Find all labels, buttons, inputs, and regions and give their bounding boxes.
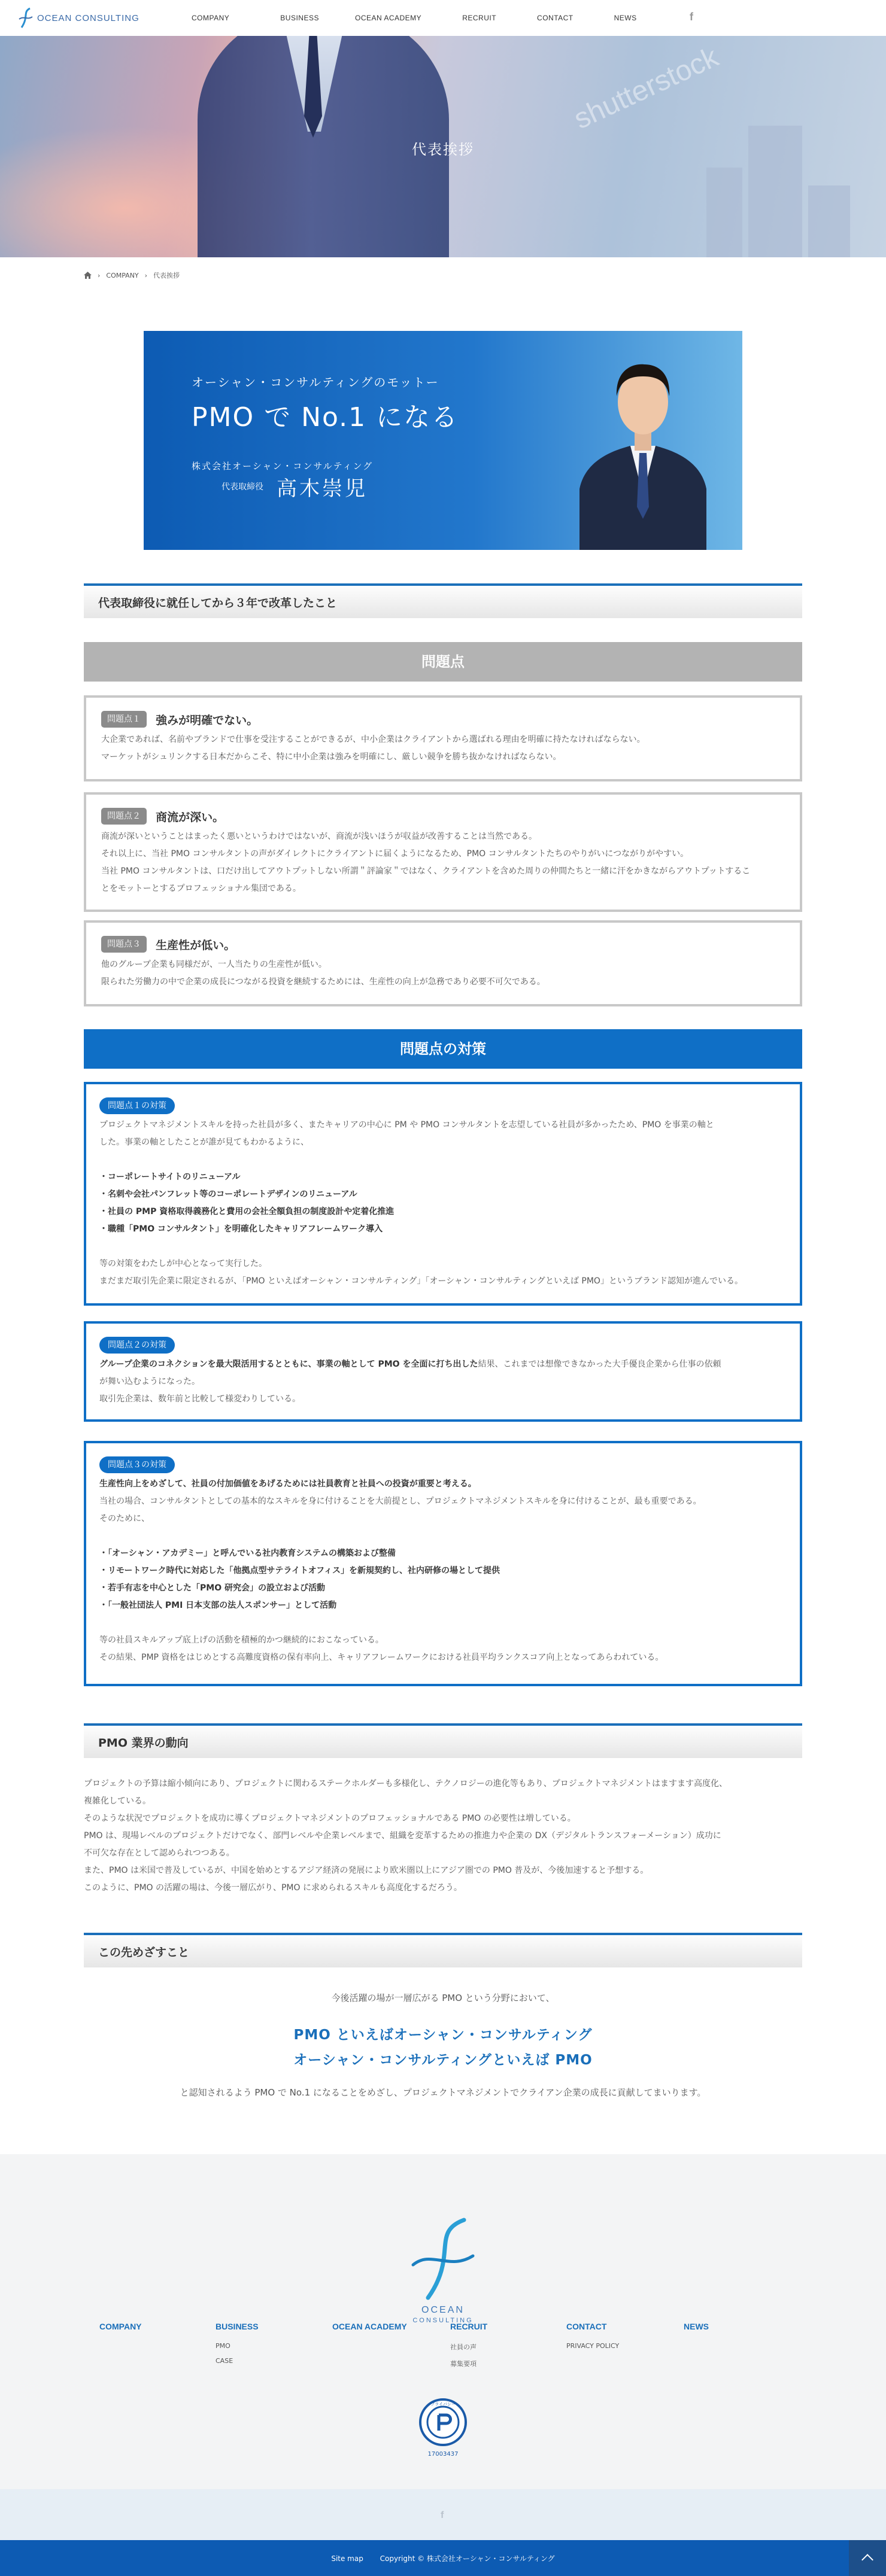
problem-box-3 [84,920,802,1006]
footer-col-title[interactable]: BUSINESS [216,2322,259,2331]
site-logo[interactable] [18,7,139,29]
footer-link-voice[interactable]: 社員の声 [450,2343,477,2351]
hero-building [706,168,742,257]
measure-bullet: ・社員の PMP 資格取得義務化と費用の会社全額負担の制度設計や定着化推進 [99,1207,395,1216]
footer-link-privacy[interactable]: PRIVACY POLICY [566,2342,620,2350]
future-tail: と認知されるよう PMO で No.1 になることをめざし、プロジェクトマネジメントでクライアン企業の成長に貢献してまいります。 [180,2087,706,2098]
nav-ocean-academy[interactable]: OCEAN ACADEMY [354,14,422,22]
motto-role: 代表取締役 [222,482,263,492]
footer-copy [0,2553,886,2563]
back-to-top-button[interactable] [849,2540,886,2576]
trend-text [84,1775,802,1897]
footer-col-title[interactable]: NEWS [684,2322,709,2331]
main-nav [192,0,637,36]
future-slogan-1: PMO といえばオーシャン・コンサルティング [293,2027,593,2043]
motto-name: 高木崇児 [277,477,368,501]
logo-text: OCEAN CONSULTING [37,13,139,23]
footer-col-ocean-academy [332,2322,407,2331]
section-title: PMO 業界の動向 [98,1736,189,1750]
site-header [0,0,886,36]
measure-text: まだまだ取引先企業に限定されるが、「PMO といえばオーシャン・コンサルティング」「オーシャン・コンサルティングといえば PMO」というブランド認知が進んでいる。 [99,1276,743,1286]
measures-band: 問題点の対策 [84,1029,802,1069]
measure-text: 等の社員スキルアップ底上げの活動を積極的かつ継続的におこなっている。 [99,1635,384,1645]
measure-box-2 [84,1321,802,1422]
section-header [84,583,802,618]
measure-text: が舞い込むようになった。 [99,1377,200,1386]
measure-text: した。事業の軸としたことが誰が見てもわかるように、 [99,1138,309,1147]
measure-bullet: ・名刺や会社パンフレット等のコーポレートデザインのリニューアル [99,1190,357,1199]
chevron-right-icon: › [98,271,101,279]
trend-line: 不可欠な存在として認められつつある。 [84,1848,235,1858]
problems-band: 問題点 [84,642,802,682]
home-icon[interactable] [84,272,92,279]
footer-col-title[interactable]: OCEAN ACADEMY [332,2322,407,2331]
problem-tag: 問題点２ [101,808,147,825]
measure-bullet: ・リモートワーク時代に対応した「他拠点型サテライトオフィス」を新規契約し、社内研修の場として提供 [99,1566,500,1576]
chevron-right-icon: › [144,271,148,279]
trend-line: 複雑化している。 [84,1796,151,1806]
footer-col-title[interactable]: COMPANY [99,2322,142,2331]
problem-text: 他のグループ企業も同様だが、一人当たりの生産性が低い。 [101,960,327,969]
copyright-text: Copyright © 株式会社オーシャン・コンサルティング [380,2554,555,2563]
measure-text: その結果、PMP 資格をはじめとする高難度資格の保有率向上、キャリアフレームワークにおける社員平均ランクスコア向上となってあらわれている。 [99,1653,664,1662]
nav-business[interactable]: BUSINESS [280,14,319,22]
footer-col-company [99,2322,142,2331]
section-title: この先めざすこと [98,1946,190,1959]
measure-text: プロジェクトマネジメントスキルを持った社員が多く、またキャリアの中心に PM や PMO コンサルタントを志望している社員が多かったため、PMO を事業の軸と [99,1120,714,1130]
problem-text: マーケットがシュリンクする日本だからこそ、特に中小企業は強みを明確にし、厳しい競争を勝ち抜かなければならない。 [101,752,562,762]
motto-subtitle: オーシャン・コンサルティングのモットー [192,375,439,390]
trend-line: このように、PMO の活躍の場は、今後一層広がり、PMO に求められるスキルも高度化するだろう。 [84,1883,462,1893]
measure-bullet: ・「一般社団法人 PMI 日本支部の法人スポンサー」として活動 [99,1601,337,1610]
privacy-mark-icon[interactable] [416,2397,470,2459]
privacy-mark-number: 17003437 [427,2451,459,2458]
problem-box-1 [84,695,802,781]
footer-logo-line2: CONSULTING [412,2317,474,2324]
problem-tag: 問題点３ [101,936,147,953]
section-header [84,1723,802,1758]
problem-title: 商流が深い。 [156,810,224,824]
section-title: 代表取締役に就任してから３年で改革したこと [98,597,338,610]
measure-text: 取引先企業は、数年前と比較して様変わりしている。 [99,1394,301,1404]
problem-text: 当社 PMO コンサルタントは、口だけ出してアウトプットしない所謂＂評論家＂ではなく、クライアントを含めた周りの仲間たちと一緒に汗をかきながらアウトプットするこ [101,866,751,876]
measure-bullet: ・コーポレートサイトのリニューアル [99,1172,241,1182]
measure-box-3 [84,1441,802,1686]
footer-col-title[interactable]: CONTACT [566,2322,607,2331]
footer-col-contact [566,2322,619,2350]
trend-line: PMO は、現場レベルのプロジェクトだけでなく、部門レベルや企業レベルまで、組織を変革するための推進力や企業の DX（デジタルトランスフォーメーション）成功に [84,1831,721,1841]
measure-text-rest: 結果、これまでは想像できなかった大手優良企業から仕事の依頼 [478,1360,721,1369]
measure-tag: 問題点１の対策 [99,1097,175,1114]
measure-text: 当社の場合、コンサルタントとしての基本的なスキルを身に付けることを大前提とし、プロジェクトマネジメントスキルを身に付けることが、最も重要である。 [99,1497,702,1506]
problem-box-2 [84,792,802,912]
footer-col-news [684,2322,709,2331]
footer-col-business [216,2322,259,2365]
sitemap-link[interactable]: Site map [331,2554,363,2563]
measure-bullet: ・「オーシャン・アカデミー」と呼んでいる社内教育システムの構築および整備 [99,1549,396,1558]
measure-tag: 問題点３の対策 [99,1456,175,1473]
measure-text [99,1356,787,1373]
footer-logo-line1: OCEAN [421,2305,465,2315]
problem-text: 商流が深いということはまったく悪いというわけではないが、商流が浅いほうが収益が改善することは当然である。 [101,832,537,841]
measure-text: そのために、 [99,1514,150,1523]
measure-box-1 [84,1082,802,1306]
footer-bottom-bar [0,2540,886,2576]
watermark-text: shutterstock [569,41,723,136]
trend-line: そのような状況でプロジェクトを成功に導くプロジェクトマネジメントのプロフェッショナルである PMO の必要性は増している。 [84,1814,576,1823]
footer-col-recruit [450,2322,487,2368]
facebook-icon[interactable]: f [690,11,693,23]
problem-title: 強みが明確でない。 [156,713,259,727]
measure-bold-text: 生産性向上をめざして、社員の付加価値をあげるためには社員教育と社員への投資が重要と考える。 [99,1479,477,1489]
measure-bold-text: グループ企業のコネクションを最大限活用するとともに、事業の軸として PMO を全面に打ち出した [99,1360,478,1369]
logo-wave-icon [18,7,34,29]
hero-image [0,36,886,257]
measure-bullet: ・若手有志を中心とした「PMO 研究会」の設立および活動 [99,1583,325,1593]
breadcrumb [84,270,186,280]
privacy-mark-label: プライバシー [430,2402,456,2407]
measure-text: 等の対策をわたしが中心となって実行した。 [99,1259,267,1269]
future-slogan-2: オーシャン・コンサルティングといえば PMO [293,2052,593,2068]
footer-facebook-icon[interactable]: f [441,2510,444,2520]
nav-recruit[interactable]: RECRUIT [462,14,497,22]
future-lead: 今後活躍の場が一層広がる PMO という分野において、 [331,1993,555,2003]
footer-link-jobs[interactable]: 募集要項 [450,2360,477,2368]
motto-banner [144,331,742,550]
problem-text: それ以上に、当社 PMO コンサルタントの声がダイレクトにクライアントに届くようになるため、PMO コンサルタントたちのやりがいにつながりがやすい。 [101,849,689,859]
problem-tag: 問題点１ [101,711,147,728]
footer-link-pmo[interactable]: PMO [216,2342,230,2350]
measure-bullet: ・職種「PMO コンサルタント」を明確化したキャリアフレームワーク導入 [99,1224,383,1234]
trend-line: プロジェクトの予算は縮小傾向にあり、プロジェクトに関わるステークホルダーも多様化し、テクノロジーの進化等もあり、プロジェクトマネジメントはますます高度化、 [84,1779,728,1789]
motto-company: 株式会社オーシャン・コンサルティング [192,461,374,472]
ceo-portrait [579,339,706,550]
hero-building [808,185,850,257]
problem-text: 大企業であれば、名前やブランドで仕事を受注することができるが、中小企業はクライアントから選ばれる理由を明確に持たなければならない。 [101,735,645,744]
breadcrumb-company[interactable]: COMPANY [106,271,139,279]
problem-text: とをモットーとするプロフェッショナル集団である。 [101,884,301,893]
footer-link-case[interactable]: CASE [216,2357,233,2365]
motto-main: PMO で No.1 になる [192,402,459,433]
section-header [84,1933,802,1967]
measure-tag: 問題点２の対策 [99,1337,175,1354]
nav-contact[interactable]: CONTACT [537,14,574,22]
breadcrumb-current: 代表挨拶 [153,272,180,279]
footer-col-title[interactable]: RECRUIT [450,2322,488,2331]
nav-news[interactable]: NEWS [614,14,637,22]
problem-text: 限られた労働力の中で企業の成長につながる投資を継続するためには、生産性の向上が急務であり必要不可欠である。 [101,977,545,987]
trend-line: また、PMO は米国で普及しているが、中国を始めとするアジア経済の発展により欧米圏以上にアジア圏での PMO 普及が、今後加速すると予想する。 [84,1866,649,1875]
problem-title: 生産性が低い。 [156,938,236,952]
footer-logo-icon[interactable] [407,2214,479,2304]
nav-company[interactable]: COMPANY [192,14,230,22]
page-title: 代表挨拶 [412,141,474,158]
